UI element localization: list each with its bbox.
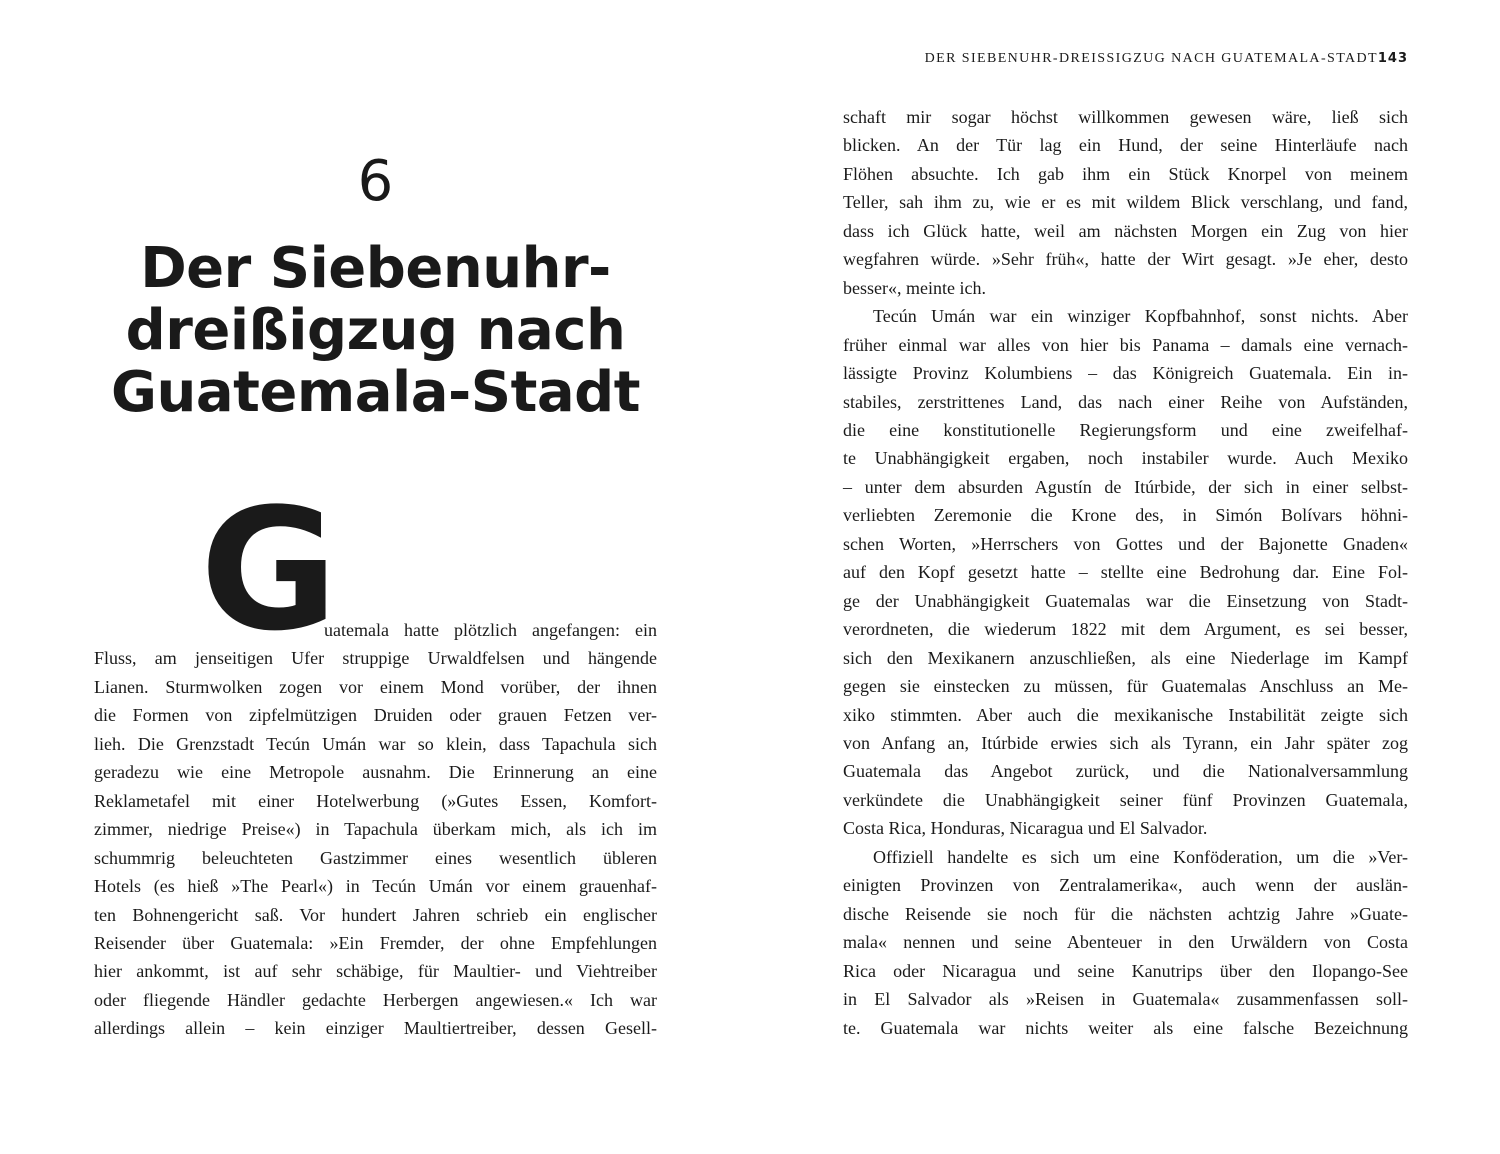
text-line: die Formen von zipfelmützigen Druiden oder grauen Fetzen ver-	[94, 705, 657, 726]
text-line: Fluss, am jenseitigen Ufer struppige Urwaldfelsen und hängende	[94, 648, 657, 669]
drop-cap-initial: G	[200, 472, 338, 668]
text-line: ge der Unabhängigkeit Guatemalas war die Einsetzung von Stadt-	[843, 590, 1408, 611]
text-line: zimmer, niedrige Preise«) in Tapachula überkam mich, als ich im	[94, 819, 657, 840]
text-line: schen Worten, »Herrschers von Gottes und der Bajonette Gnaden«	[843, 533, 1408, 554]
text-line: te. Guatemala war nichts weiter als eine falsche Bezeichnung	[843, 1017, 1408, 1038]
text-line: Hotels (es hieß »The Pearl«) in Tecún Umán vor einem grauenhaf-	[94, 876, 657, 897]
text-line: früher einmal war alles von hier bis Panama – damals eine vernach-	[843, 334, 1408, 355]
running-head	[843, 49, 1408, 69]
chapter-number: 6	[357, 149, 394, 214]
text-line: in El Salvador als »Reisen in Guatemala« zusammenfassen soll-	[843, 989, 1408, 1010]
text-line: einigten Provinzen von Zentralamerika«, auch wenn der auslän-	[843, 875, 1408, 896]
text-line: Rica oder Nicaragua und seine Kanutrips über den Ilopango-See	[843, 960, 1408, 981]
text-line: besser«, meinte ich.	[843, 277, 986, 298]
text-line: verkündete die Unabhängigkeit seiner fünf Provinzen Guatemala,	[843, 789, 1408, 810]
text-line: lässigte Provinz Kolumbiens – das Königreich Guatemala. Ein in-	[843, 363, 1408, 384]
text-line: – unter dem absurden Agustín de Itúrbide, der sich in einer selbst-	[843, 476, 1408, 497]
chapter-title-line: Guatemala-Stadt	[111, 360, 640, 425]
text-line: dass ich Glück hatte, weil am nächsten Morgen ein Zug von hier	[843, 220, 1408, 241]
text-line: stabiles, zerstrittenes Land, das nach einer Reihe von Aufständen,	[843, 391, 1408, 412]
text-line: ten Bohnengericht saß. Vor hundert Jahren schrieb ein englischer	[94, 904, 657, 925]
text-line: Reisender über Guatemala: »Ein Fremder, der ohne Empfehlungen	[94, 932, 657, 953]
chapter-title-line: Der Siebenuhr-	[140, 236, 611, 301]
text-line: mala« nennen und seine Abenteuer in den Urwäldern von Costa	[843, 932, 1408, 953]
text-line: lieh. Die Grenzstadt Tecún Umán war so klein, dass Tapachula sich	[94, 733, 657, 754]
text-line: gegen sie einstecken zu müssen, für Guatemalas Anschluss an Me-	[843, 676, 1408, 697]
text-line: geradezu wie eine Metropole ausnahm. Die Erinnerung an eine	[94, 762, 657, 783]
chapter-title-line: dreißigzug nach	[125, 298, 626, 363]
text-line: schaft mir sogar höchst willkommen gewesen wäre, ließ sich	[843, 107, 1408, 127]
text-line: allerdings allein – kein einziger Maultiertreiber, dessen Gesell-	[94, 1018, 657, 1039]
chapter-title	[60, 238, 691, 424]
text-line: Reklametafel mit einer Hotelwerbung (»Gutes Essen, Komfort-	[94, 790, 657, 811]
text-line: te Unabhängigkeit ergaben, noch instabiler wurde. Auch Mexiko	[843, 448, 1408, 469]
text-line: Teller, sah ihm zu, wie er es mit wildem Blick verschlang, und fand,	[843, 192, 1408, 213]
text-line: verordneten, die wiederum 1822 mit dem Argument, es sei besser,	[843, 619, 1408, 640]
text-line: schummrig beleuchteten Gastzimmer eines wesentlich übleren	[94, 847, 657, 868]
text-line: sich den Mexikanern anzuschließen, als eine Niederlage im Kampf	[843, 647, 1408, 668]
text-line: wegfahren würde. »Sehr früh«, hatte der Wirt gesagt. »Je eher, desto	[843, 249, 1408, 270]
text-line: hier ankommt, ist auf sehr schäbige, für Maultier- und Viehtreiber	[94, 961, 657, 982]
text-line: Flöhen absuchte. Ich gab ihm ein Stück Knorpel von meinem	[843, 163, 1408, 184]
text-line: auf den Kopf gesetzt hatte – stellte eine Bedrohung dar. Eine Fol-	[843, 562, 1408, 583]
text-line: Tecún Umán war ein winziger Kopfbahnhof, sonst nichts. Aber	[873, 306, 1408, 327]
page-number: 143	[1377, 51, 1408, 66]
right-page-body-text	[843, 103, 1408, 1042]
text-line: die eine konstitutionelle Regierungsform und eine zweifelhaf-	[843, 419, 1408, 440]
text-line: von Anfang an, Itúrbide erwies sich als Tyrann, ein Jahr später zog	[843, 732, 1408, 753]
text-line: Lianen. Sturmwolken zogen vor einem Mond vorüber, der ihnen	[94, 676, 657, 697]
text-line: xiko stimmten. Aber auch die mexikanische Instabilität zeigte sich	[843, 704, 1408, 725]
text-line: blicken. An der Tür lag ein Hund, der seine Hinterläufe nach	[843, 135, 1408, 156]
left-page-body-text	[94, 616, 657, 1043]
text-line: Offiziell handelte es sich um eine Konföderation, um die »Ver-	[873, 846, 1408, 867]
text-line: oder fliegende Händler gedachte Herbergen angewiesen.« Ich war	[94, 989, 657, 1010]
text-line: verliebten Zeremonie die Krone des, in Simón Bolívars höhni-	[843, 505, 1408, 526]
text-line: Costa Rica, Honduras, Nicaragua und El Salvador.	[843, 818, 1208, 839]
text-line: Guatemala das Angebot zurück, und die Nationalversammlung	[843, 761, 1408, 782]
text-line: dische Reisende sie noch für die nächsten achtzig Jahre »Guate-	[843, 903, 1408, 924]
text-line: uatemala hatte plötzlich angefangen: ein	[324, 620, 657, 640]
running-head-title: DER SIEBENUHR-DREISSIGZUG NACH GUATEMALA-STADT	[924, 51, 1378, 66]
